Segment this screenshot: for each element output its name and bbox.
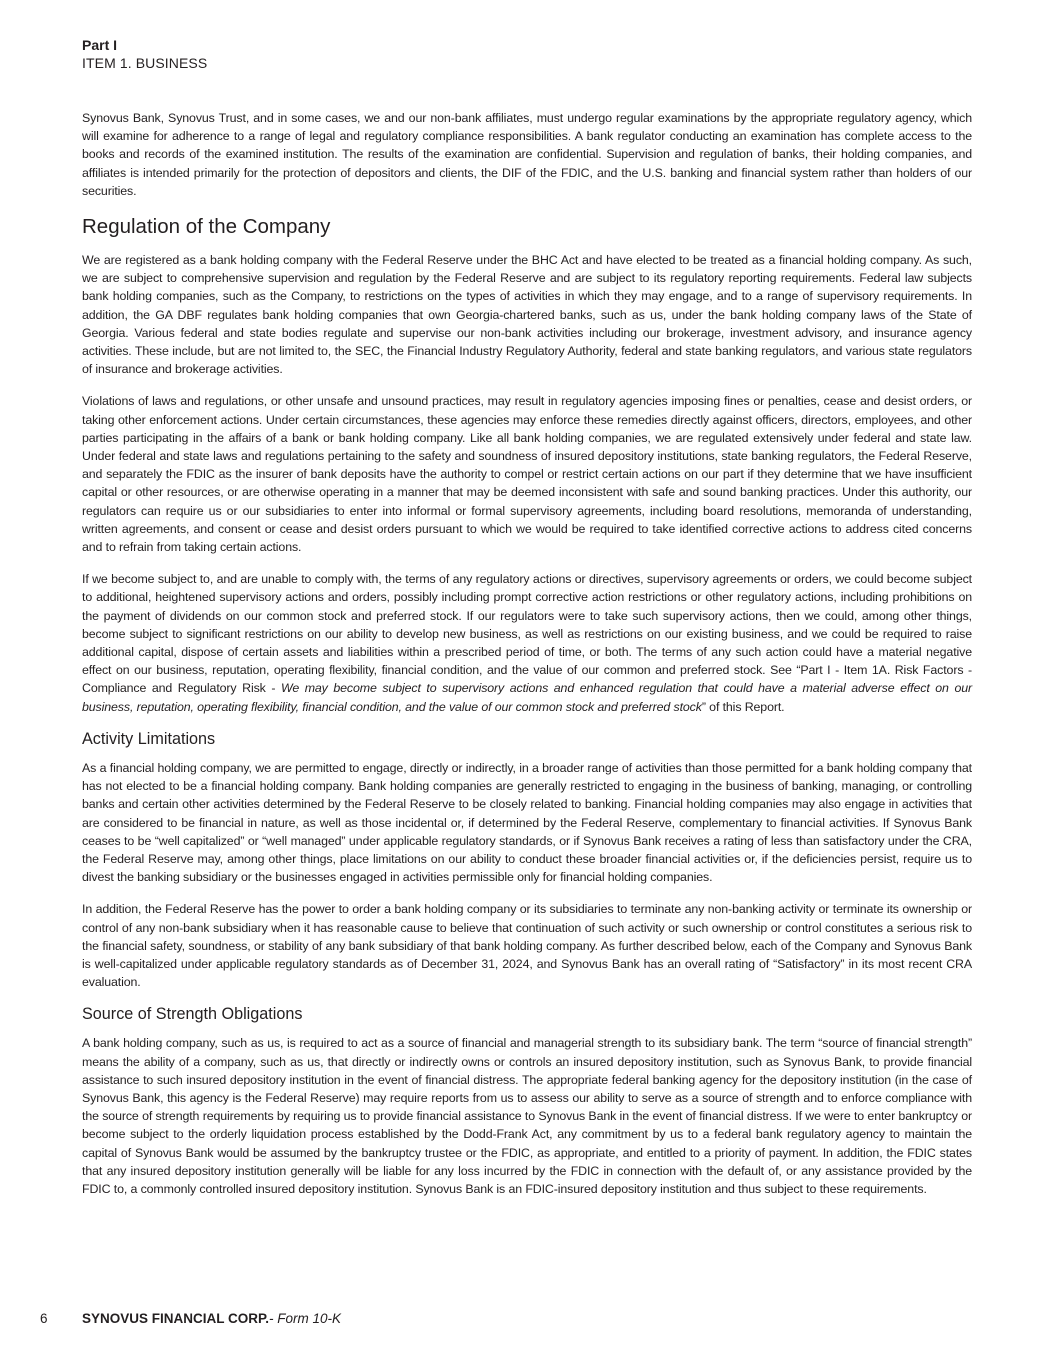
- page-number: 6: [40, 1311, 48, 1326]
- intro-paragraph: Synovus Bank, Synovus Trust, and in some cases, we and our non-bank affiliates, must undergo regular examinations by the appropriate regulatory agency, which will examine for adherence to a range of legal and regulatory compliance responsibilities. A bank regulator conducting an examination has complete access to the books and records of the examined institution. The results of the examination are confidential. Supervision and regulation of banks, their holding companies, and affiliates is intended primarily for the protection of depositors and clients, the DIF of the FDIC, and the U.S. banking and financial system rather than holders of our securities.: [82, 111, 972, 198]
- subsection-title-source-of-strength: Source of Strength Obligations: [82, 1005, 303, 1024]
- section-title-regulation: Regulation of the Company: [82, 215, 331, 239]
- activity-paragraph-2: In addition, the Federal Reserve has the power to order a bank holding company or its subsidiaries to terminate any non-banking activity or terminate its ownership or control of any non-bank subsidiary when it has reasonable cause to believe that continuation of such activity or such ownership or control constitutes a serious risk to the financial safety, soundness, or stability of any bank subsidiary of that bank holding company. As further described below, each of the Company and Synovus Bank is well-capitalized under applicable regulatory standards as of December 31, 2024, and Synovus Bank has an overall rating of “Satisfactory” in its most recent CRA evaluation.: [82, 902, 972, 990]
- part-label: Part I: [82, 37, 118, 53]
- source-of-strength-paragraph: A bank holding company, such as us, is required to act as a source of financial and managerial strength to its subsidiary bank. The term “source of financial strength” means the ability of a company, such as us, that directly or indirectly owns or controls an insured depository institution, such as Synovus Bank, to provide financial assistance to such insured depository institution in the event of financial distress. The appropriate federal banking agency for the depository institution (in the case of Synovus Bank, this agency is the Federal Reserve) may require reports from us to assess our ability to serve as a source of strength and to enforce compliance with the source of strength requirements by requiring us to provide financial assistance to Synovus Bank in the event of financial distress. If we were to enter bankruptcy or become subject to the orderly liquidation process established by the Dodd-Frank Act, any commitment by us to a federal bank regulatory agency to maintain the capital of Synovus Bank would be assumed by the bankruptcy trustee or the FDIC, as appropriate, and entitled to a priority of payment. In addition, the FDIC states that any insured depository institution generally will be liable for any loss incurred by the FDIC in connection with the default of, or any assistance provided by the FDIC to, a commonly controlled insured depository institution. Synovus Bank is an FDIC-insured depository institution and thus subject to these requirements.: [82, 1036, 972, 1196]
- regulation-paragraph-3: [82, 570, 972, 716]
- item-label: ITEM 1. BUSINESS: [82, 55, 208, 71]
- risk-factor-reference: We may become subject to supervisory actions and enhanced regulation that could have a material adverse effect on our business, reputation, operating flexibility, financial condition, and the value of our common stock and preferred stock: [82, 681, 972, 714]
- regulation-paragraph-1: We are registered as a bank holding company with the Federal Reserve under the BHC Act and have elected to be treated as a financial holding company. As such, we are subject to comprehensive supervision and regulation by the Federal Reserve and are subject to its regulatory reporting requirements. Federal law subjects bank holding companies, such as the Company, to restrictions on the types of activities in which they may engage, and to a range of supervisory requirements. In addition, the GA DBF regulates bank holding companies that own Georgia-chartered banks, such as us, under the bank holding company laws of the State of Georgia. Various federal and state bodies regulate and supervise our non-bank activities including our brokerage, investment advisory, and insurance agency activities. These include, but are not limited to, the SEC, the Financial Industry Regulatory Authority, federal and state banking regulators, and various state regulators of insurance and brokerage activities.: [82, 253, 972, 377]
- form-label: - Form 10-K: [269, 1311, 342, 1326]
- activity-paragraph-1: As a financial holding company, we are permitted to engage, directly or indirectly, in a broader range of activities than those permitted for a bank holding company that has not elected to be a financial holding company. Bank holding companies are generally restricted to engaging in the business of banking, managing, or controlling banks and certain other activities determined by the Federal Reserve to be closely related to banking. Financial holding companies may also engage in activities that are considered to be financial in nature, as well as those incidental or, if determined by the Federal Reserve, complementary to financial activities. If Synovus Bank ceases to be “well capitalized” or “well managed” under applicable regulatory standards, or if Synovus Bank receives a rating of less than satisfactory under the CRA, the Federal Reserve may, among other things, place limitations on our ability to conduct these broader financial activities or, if the deficiencies persist, require us to divest the banking subsidiary or the businesses engaged in activities permissible only for financial holding companies.: [82, 760, 972, 885]
- regulation-paragraph-3-end: ” of this Report.: [701, 699, 785, 714]
- subsection-title-activity-limitations: Activity Limitations: [82, 729, 216, 748]
- company-name: SYNOVUS FINANCIAL CORP.: [82, 1311, 270, 1326]
- regulation-paragraph-2: Violations of laws and regulations, or other unsafe and unsound practices, may result in regulatory agencies imposing fines or penalties, cease and desist orders, or taking other enforcement actions. Under certain circumstances, these agencies may enforce these remedies directly against officers, directors, employees, and other parties participating in the affairs of a bank or bank holding company. Like all bank holding companies, we are regulated extensively under federal and state law. Under federal and state laws and regulations pertaining to the safety and soundness of insured depository institutions, state banking regulators, the Federal Reserve, and separately the FDIC as the insurer of bank deposits have the authority to compel or restrict certain actions on our part if they determine that we have insufficient capital or other resources, or are otherwise operating in a manner that may be deemed inconsistent with safe and sound banking practices. Under this authority, our regulators can require us or our subsidiaries to enter into informal or formal supervisory agreements, including board resolutions, memoranda of understanding, written agreements, and consent or cease and desist orders pursuant to which we would be required to take identified corrective actions to address cited concerns and to refrain from taking certain actions.: [82, 394, 972, 555]
- page-footer: [40, 1310, 341, 1328]
- document-body: [82, 109, 972, 1212]
- page-header: [82, 36, 207, 72]
- regulation-paragraph-3-start: If we become subject to, and are unable to comply with, the terms of any regulatory actions or directives, supervisory agreements or orders, we could become subject to additional, heightened supervisory actions and orders, possibly including prompt corrective action restrictions or other regulatory actions, including prohibitions on the payment of dividends on our common stock and preferred stock. If our regulators were to take such supervisory actions, then we could, among other things, become subject to significant restrictions on our ability to develop new business, as well as restrictions on our existing business, and we could be required to raise additional capital, dispose of certain assets and liabilities within a prescribed period of time, or both. The terms of any such action could have a material negative effect on our business, reputation, operating flexibility, financial condition, and the value of our common and preferred stock. See “Part I - Item 1A. Risk Factors - Compliance and Regulatory Risk -: [82, 572, 972, 696]
